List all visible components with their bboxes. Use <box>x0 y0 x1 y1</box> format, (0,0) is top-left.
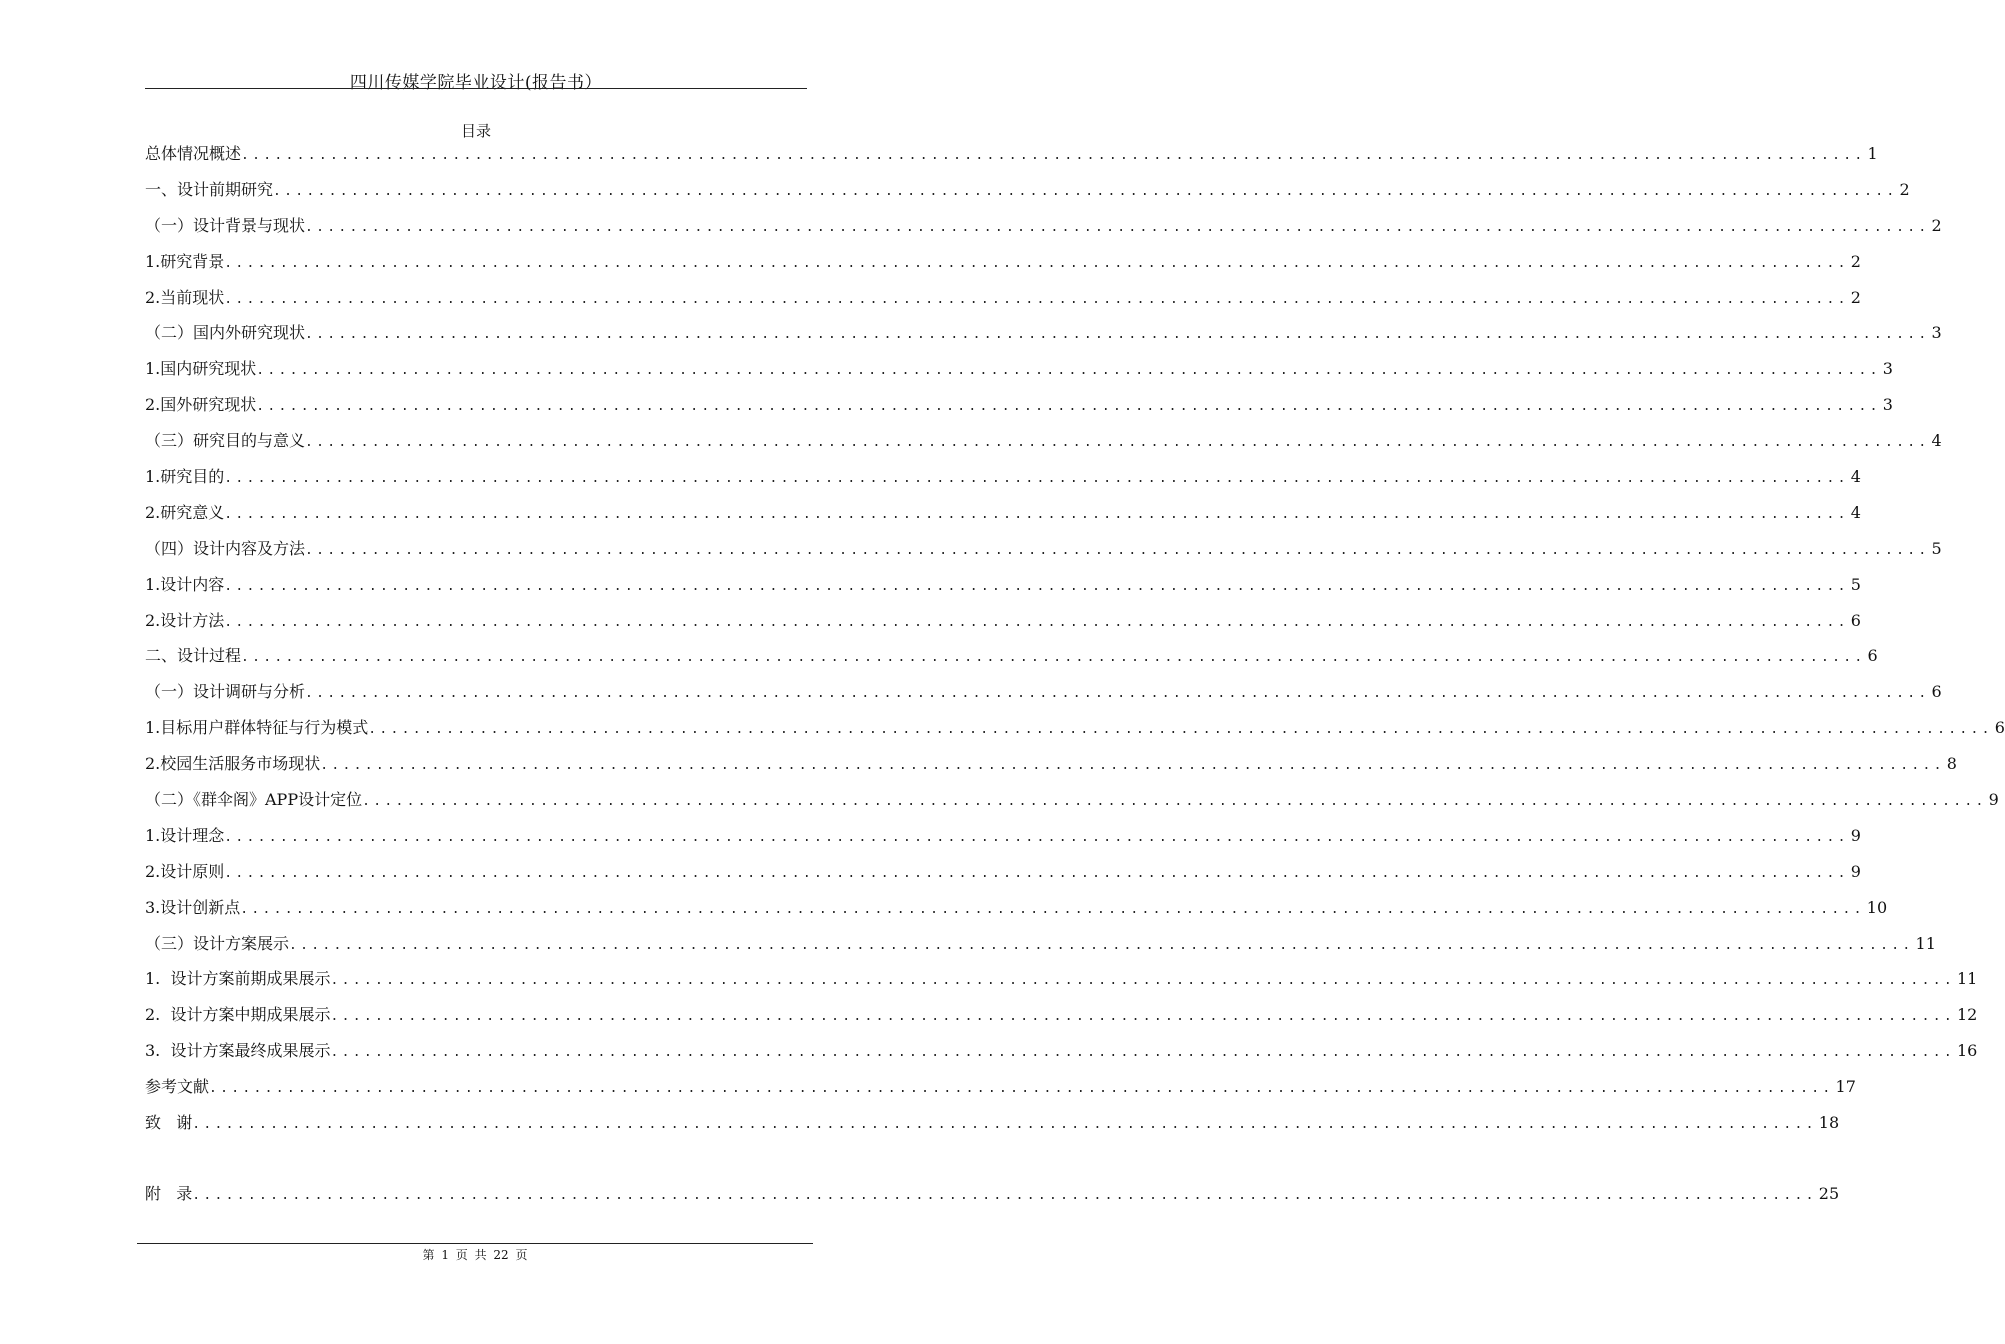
toc-entry-label: 一、设计前期研究 <box>145 179 274 199</box>
toc-entry-label: 1.设计理念 <box>145 825 225 845</box>
toc-entry-page: 4 <box>1850 502 1861 522</box>
toc-dot-leader: .................................................................................................................................................. <box>330 973 1955 989</box>
toc-dot-leader: .................................................................................................................................................. <box>362 794 1987 810</box>
toc-entry[interactable] <box>145 788 1999 824</box>
toc-title: 目录 <box>460 122 491 140</box>
toc-entry-label: 2.当前现状 <box>145 287 225 307</box>
toc-dot-leader: .................................................................................................................................................. <box>224 829 1849 845</box>
toc-entry-label: 2.设计方法 <box>145 610 225 630</box>
toc-entry-label: 参考文献 <box>145 1077 210 1097</box>
toc-dot-leader: .................................................................................................................................................. <box>305 542 1930 558</box>
toc-entry[interactable] <box>145 429 1942 465</box>
toc-dot-leader: .................................................................................................................................................. <box>209 1081 1834 1097</box>
toc-dot-leader: .................................................................................................................................................. <box>240 901 1865 917</box>
toc-entry-page: 11 <box>1915 933 1936 953</box>
toc-entry-page: 8 <box>1946 754 1957 774</box>
toc-entry-label: 3. 设计方案最终成果展示 <box>145 1041 331 1061</box>
toc-entry[interactable] <box>145 501 1861 537</box>
toc-entry[interactable] <box>145 465 1861 501</box>
toc-entry-page: 2 <box>1850 287 1861 307</box>
toc-dot-leader: .................................................................................................................................................. <box>320 758 1945 774</box>
toc-dot-leader: .................................................................................................................................................. <box>224 578 1849 594</box>
toc-entry[interactable] <box>145 824 1861 860</box>
toc-entry[interactable] <box>145 286 1861 322</box>
toc-entry-label: 1.目标用户群体特征与行为模式 <box>145 718 369 738</box>
toc-dot-leader: .................................................................................................................................................. <box>224 506 1849 522</box>
toc-entry-label: 2. 设计方案中期成果展示 <box>145 1005 331 1025</box>
toc-entry-page: 10 <box>1866 897 1888 917</box>
toc-dot-leader: .................................................................................................................................................. <box>241 148 1866 163</box>
toc-dot-leader: .................................................................................................................................................. <box>224 291 1849 307</box>
toc-entry-label: 1. 设计方案前期成果展示 <box>145 969 331 989</box>
toc-entry-page: 18 <box>1818 1113 1840 1133</box>
toc-dot-leader: .................................................................................................................................................. <box>241 650 1866 666</box>
toc-entry-page: 9 <box>1850 861 1861 881</box>
toc-entry-label: （一）设计调研与分析 <box>145 682 306 702</box>
toc-entry-page: 1 <box>1867 144 1878 163</box>
toc-entry-label: 2.校园生活服务市场现状 <box>145 754 321 774</box>
toc-entry-label: （二）国内外研究现状 <box>145 323 306 343</box>
toc-entry-page: 5 <box>1931 538 1942 558</box>
toc-entry[interactable] <box>145 537 1942 573</box>
toc-entry[interactable] <box>145 357 1893 393</box>
toc-entry[interactable] <box>145 896 1888 932</box>
toc-entry-label: （三）设计方案展示 <box>145 933 290 953</box>
toc-entry-label: 二、设计过程 <box>145 646 242 666</box>
toc-entry[interactable] <box>145 321 1942 357</box>
toc-entry-page: 2 <box>1899 179 1910 199</box>
toc-entry[interactable] <box>145 178 1910 214</box>
toc-entry-page: 25 <box>1818 1183 1840 1203</box>
toc-entry-label: （二）《群伞阁》APP设计定位 <box>145 790 363 810</box>
toc-dot-leader: .................................................................................................................................................. <box>289 937 1914 953</box>
toc-entry[interactable] <box>145 1003 1978 1039</box>
header-divider <box>145 88 807 89</box>
toc-entry-label: 致 谢 <box>145 1113 193 1133</box>
toc-entry[interactable] <box>145 644 1878 680</box>
toc-entry-label: 1.研究目的 <box>145 467 225 487</box>
toc-entry-label: 1.国内研究现状 <box>145 359 257 379</box>
toc-entry-page: 6 <box>1931 682 1942 702</box>
toc-dot-leader: .................................................................................................................................................. <box>273 183 1898 199</box>
toc-entry-page: 9 <box>1850 825 1861 845</box>
toc-entry-label: （四）设计内容及方法 <box>145 538 306 558</box>
toc-entry-label: 3.设计创新点 <box>145 897 241 917</box>
toc-entry[interactable] <box>145 1039 1978 1075</box>
toc-entry[interactable] <box>145 716 2005 752</box>
toc-entry[interactable] <box>145 680 1942 716</box>
toc-entry[interactable] <box>145 250 1861 286</box>
toc-entry[interactable] <box>145 752 1957 788</box>
toc-dot-leader: .................................................................................................................................................. <box>305 686 1930 702</box>
toc-dot-leader: .................................................................................................................................................. <box>330 1045 1955 1061</box>
toc-dot-leader: .................................................................................................................................................. <box>368 722 1993 738</box>
toc-entry-page: 3 <box>1882 359 1893 379</box>
toc-dot-leader: .................................................................................................................................................. <box>305 327 1930 343</box>
toc-entry-label: 2.国外研究现状 <box>145 395 257 415</box>
toc-entry-label: 2.设计原则 <box>145 861 225 881</box>
toc-entry-page: 6 <box>1850 610 1861 630</box>
toc-entry-label: 2.研究意义 <box>145 502 225 522</box>
toc-entry-page: 6 <box>1994 718 2005 738</box>
toc-entry-page: 4 <box>1931 431 1942 451</box>
toc-entry[interactable] <box>145 1075 1856 1111</box>
toc-entry-label: 总体情况概述 <box>145 144 242 163</box>
toc-entry-page: 3 <box>1882 395 1893 415</box>
toc-dot-leader: .................................................................................................................................................. <box>192 1187 1817 1203</box>
toc-entry-page: 3 <box>1931 323 1942 343</box>
toc-entry-page: 11 <box>1956 969 1978 989</box>
toc-entry-page: 5 <box>1850 574 1861 594</box>
toc-entry-label: （一）设计背景与现状 <box>145 215 306 235</box>
toc-entry-page: 4 <box>1850 467 1861 487</box>
toc-entry[interactable] <box>145 573 1861 609</box>
toc-entry[interactable] <box>145 932 1936 968</box>
toc-entry[interactable] <box>145 142 1878 178</box>
toc-dot-leader: .................................................................................................................................................. <box>224 614 1849 630</box>
toc-entry[interactable] <box>145 393 1893 429</box>
toc-entry-label: （三）研究目的与意义 <box>145 431 306 451</box>
toc-dot-leader: .................................................................................................................................................. <box>192 1117 1817 1133</box>
toc-dot-leader: .................................................................................................................................................. <box>305 219 1930 235</box>
page-header-title: 四川传媒学院毕业设计(报告书） <box>349 73 603 93</box>
toc-entry-page: 16 <box>1956 1041 1978 1061</box>
toc-entry-page: 2 <box>1931 215 1942 235</box>
toc-entry-page: 6 <box>1867 646 1878 666</box>
toc-entry-page: 2 <box>1850 251 1861 271</box>
toc-entry[interactable] <box>145 1182 1840 1218</box>
table-of-contents <box>145 142 2005 1218</box>
toc-dot-leader: .................................................................................................................................................. <box>224 471 1849 487</box>
toc-dot-leader: .................................................................................................................................................. <box>224 255 1849 271</box>
toc-entry-page: 12 <box>1956 1005 1978 1025</box>
toc-dot-leader: .................................................................................................................................................. <box>224 865 1849 881</box>
toc-entry[interactable] <box>145 609 1861 645</box>
toc-entry-label: 1.设计内容 <box>145 574 225 594</box>
toc-dot-leader: .................................................................................................................................................. <box>256 399 1881 415</box>
toc-entry-page: 17 <box>1835 1077 1856 1097</box>
toc-dot-leader: .................................................................................................................................................. <box>256 363 1881 379</box>
toc-dot-leader: .................................................................................................................................................. <box>305 435 1930 451</box>
toc-entry[interactable] <box>145 214 1942 250</box>
toc-entry[interactable] <box>145 860 1861 896</box>
toc-entry-label: 1.研究背景 <box>145 251 225 271</box>
toc-entry[interactable] <box>145 1111 1840 1147</box>
toc-entry-label: 附 录 <box>145 1183 193 1203</box>
toc-entry[interactable] <box>145 967 1978 1003</box>
page-footer: 第 1 页 共 22 页 <box>422 1248 528 1262</box>
footer-divider <box>137 1243 813 1244</box>
toc-dot-leader: .................................................................................................................................................. <box>330 1009 1955 1025</box>
toc-entry-page: 9 <box>1988 790 1999 810</box>
